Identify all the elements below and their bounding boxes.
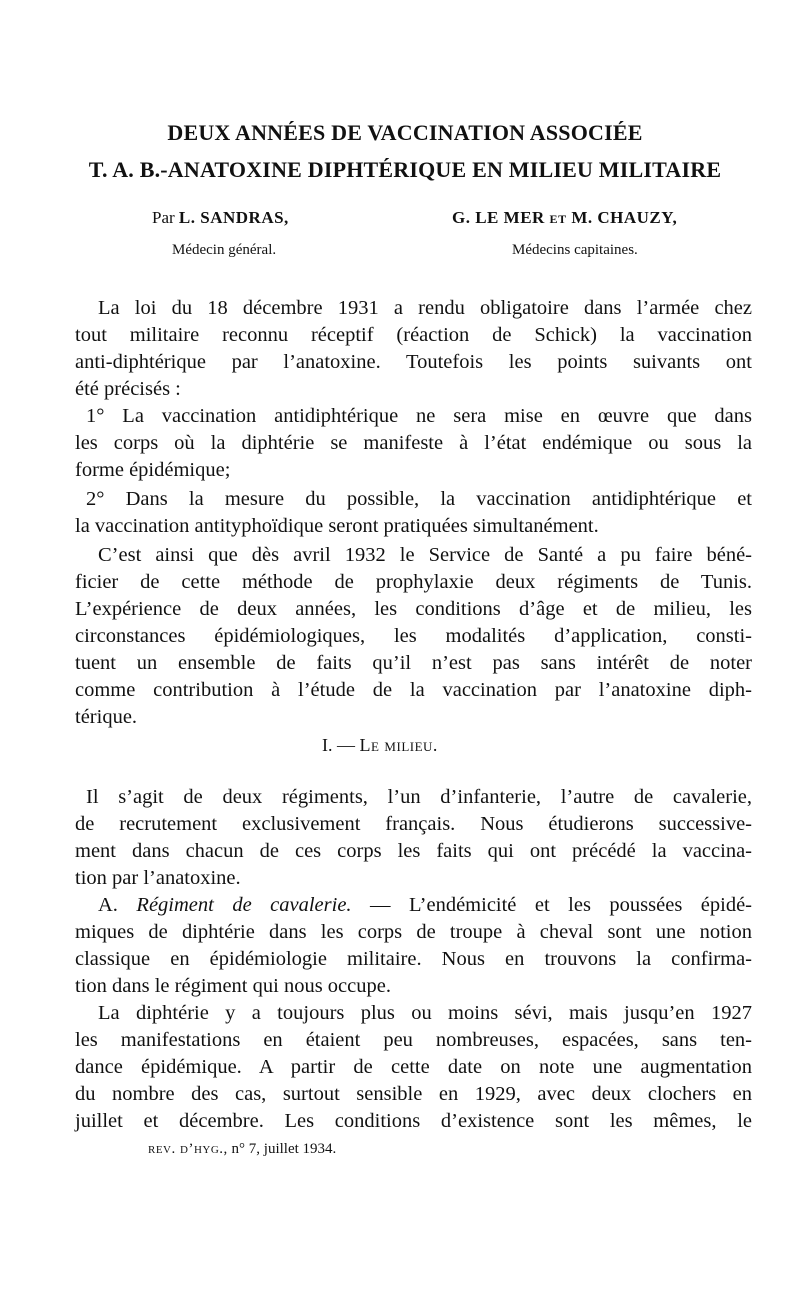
para4-line: Il s’agit de deux régiments, l’un d’infanterie, l’autre de cavalerie,	[86, 786, 752, 808]
page-footer	[148, 1141, 336, 1158]
para4-line: tion par l’anatoxine.	[75, 867, 241, 889]
author-left-name: L. SANDRAS,	[178, 208, 289, 227]
para3-line: ficier de cette méthode de prophylaxie deux régiments de Tunis.	[75, 571, 752, 593]
author-left-role: Médecin général.	[172, 242, 277, 258]
para3-line: C’est ainsi que dès avril 1932 le Service de Santé a pu faire béné-	[98, 544, 752, 566]
para6-line: les manifestations en étaient peu nombreuses, espacées, sans ten-	[75, 1029, 752, 1051]
point2-line: la vaccination antityphoïdique seront pratiquées simultanément.	[75, 515, 599, 537]
article-title-line-1: DEUX ANNÉES DE VACCINATION ASSOCIÉE	[167, 120, 643, 145]
point1-line: forme épidémique;	[75, 459, 231, 481]
para3-line: comme contribution à l’étude de la vaccination par l’anatoxine diph-	[75, 679, 752, 701]
para5-rest: — L’endémicité et les poussées épidé-	[351, 894, 753, 916]
section-heading	[322, 735, 438, 756]
section-title: Le milieu.	[359, 735, 438, 755]
author-left	[152, 208, 289, 228]
para3-line: tuent un ensemble de faits qu’il n’est pas sans intérêt de noter	[75, 652, 752, 674]
intro-line: anti-diphtérique par l’anatoxine. Toutefois les points suivants ont	[75, 351, 752, 373]
footer-issue: n° 7, juillet 1934.	[231, 1141, 337, 1157]
para6-line: du nombre des cas, surtout sensible en 1929, avec deux clochers en	[75, 1083, 752, 1105]
article-title-line-2: T. A. B.-ANATOXINE DIPHTÉRIQUE EN MILIEU MILITAIRE	[88, 157, 722, 182]
para6-line: juillet et décembre. Les conditions d’existence sont les mêmes, le	[75, 1110, 752, 1132]
para3-line: circonstances épidémiologiques, les modalités d’application, consti-	[75, 625, 752, 647]
para5-lead: A.	[98, 894, 137, 916]
para3-line: térique.	[75, 706, 138, 728]
para4-line: de recrutement exclusivement français. Nous étudierons successive-	[75, 813, 752, 835]
para6-line: La diphtérie y a toujours plus ou moins sévi, mais jusqu’en 1927	[98, 1002, 752, 1024]
intro-line: tout militaire reconnu réceptif (réaction de Schick) la vaccination	[75, 324, 752, 346]
author-right	[452, 208, 677, 228]
para5-line: classique en épidémiologie militaire. Nous en trouvons la confirma-	[75, 948, 752, 970]
point1-line: les corps où la diphtérie se manifeste à l’état endémique ou sous la	[75, 432, 752, 454]
author-prefix: Par	[152, 208, 175, 227]
para5-first-line	[98, 892, 752, 918]
para5-line: miques de diphtérie dans les corps de troupe à cheval sont une notion	[75, 921, 752, 943]
section-numeral: I. —	[322, 735, 360, 755]
para5-italic-heading: Régiment de cavalerie.	[136, 894, 352, 916]
intro-line: été précisés :	[75, 378, 181, 400]
author-right-names: G. LE MER et M. CHAUZY,	[452, 208, 678, 227]
para3-line: L’expérience de deux années, les conditions d’âge et de milieu, les	[75, 598, 752, 620]
intro-line: La loi du 18 décembre 1931 a rendu obligatoire dans l’armée chez	[98, 297, 752, 319]
author-right-role: Médecins capitaines.	[512, 242, 638, 258]
point2-line: 2° Dans la mesure du possible, la vaccination antidiphtérique et	[86, 488, 752, 510]
para4-line: ment dans chacun de ces corps les faits qui ont précédé la vaccina-	[75, 840, 752, 862]
point1-line: 1° La vaccination antidiphtérique ne sera mise en œuvre que dans	[86, 405, 752, 427]
para6-line: dance épidémique. A partir de cette date on note une augmentation	[75, 1056, 752, 1078]
footer-journal: rev. d’hyg.,	[148, 1141, 228, 1157]
para5-line: tion dans le régiment qui nous occupe.	[75, 975, 391, 997]
